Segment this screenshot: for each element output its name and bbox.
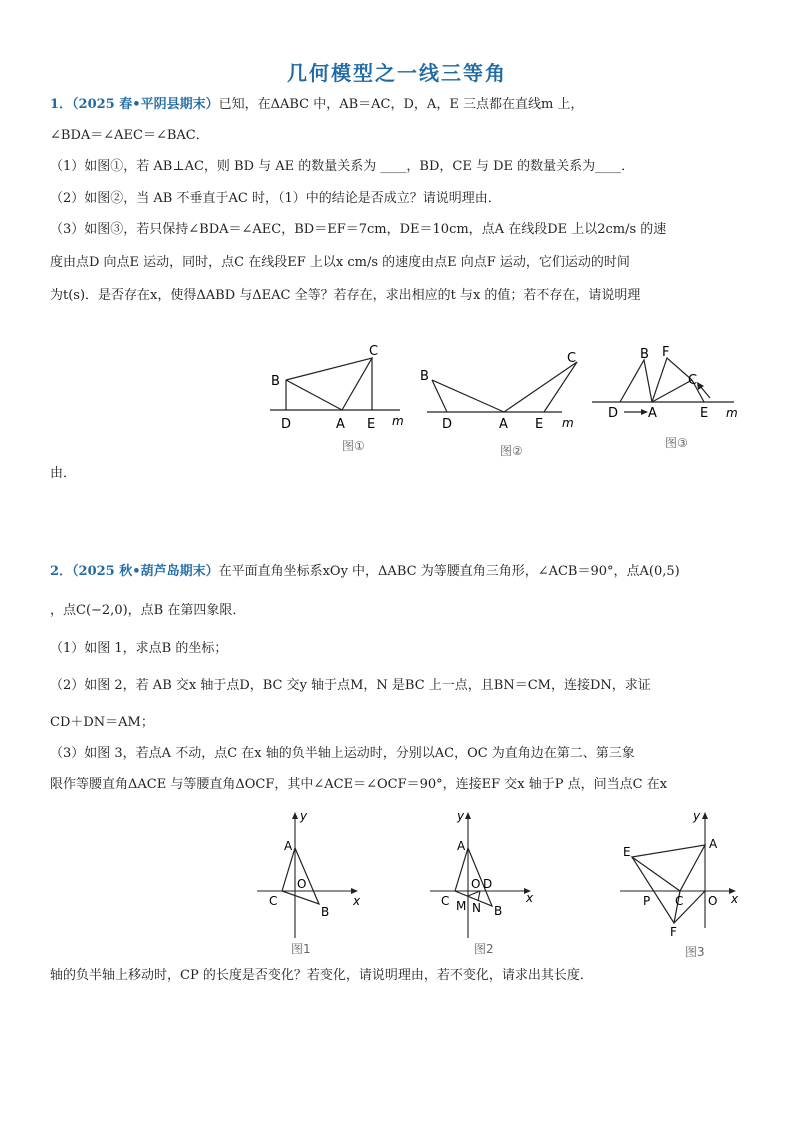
q2-fig3-label-F: F — [670, 925, 677, 939]
q1-fig1-label-B: B — [271, 374, 280, 389]
q1-source: （2025 春•平阴县期末） — [72, 97, 219, 112]
q1-fig3-label-C: C — [688, 373, 698, 388]
q1-part3-line2: 度由点D 向点E 运动，同时，点C 在线段EF 上以x cm/s 的速度由点E 向点F 运动，它们运动的时间 — [50, 255, 630, 270]
q1-figure-3 — [592, 340, 742, 460]
q1-part1: （1）如图①，若 AB⊥AC，则 BD 与 AE 的数量关系为 ____，BD，CE 与 DE 的数量关系为____． — [50, 159, 635, 174]
q1-fig2-label-m: m — [562, 416, 574, 430]
q2-figure-3 — [615, 808, 750, 960]
q1-fig2-label-B: B — [420, 369, 429, 384]
q2-fig2-caption: 图2 — [474, 942, 494, 956]
q1-fig1-label-m: m — [392, 414, 404, 428]
q1-figure-1 — [262, 340, 412, 460]
q1-part3-line3: 为t(s)．是否存在x，使得ΔABD 与ΔEAC 全等？若存在，求出相应的t 与x 的值；若不存在，请说明理 — [50, 288, 641, 303]
q1-fig1-label-C: C — [369, 344, 379, 359]
q2-fig2-label-D: D — [483, 877, 493, 891]
q2-fig3-label-A: A — [709, 837, 718, 851]
q1-part2: （2）如图②，当 AB 不垂直于AC 时，（1）中的结论是否成立？请说明理由． — [50, 191, 501, 206]
q1-part3-line4: 由． — [50, 466, 77, 481]
q2-fig3-label-O: O — [708, 894, 718, 908]
q2-figure-2 — [428, 808, 543, 960]
q1-fig2-label-C: C — [567, 351, 577, 366]
q2-stem1: 在平面直角坐标系xOy 中，ΔABC 为等腰直角三角形，∠ACB＝90°，点A(0,5) — [218, 564, 680, 579]
q2-part2-line2: CD＋DN＝AM； — [50, 715, 154, 730]
q2-fig1-label-C: C — [269, 894, 278, 908]
q2-source: （2025 秋•葫芦岛期末） — [72, 564, 219, 579]
q2-part3-line2: 限作等腰直角ΔACE 与等腰直角ΔOCF，其中∠ACE＝∠OCF＝90°，连接EF 交x 轴于P 点，问当点C 在x — [50, 777, 668, 792]
q2-part3-line1: （3）如图 3，若点A 不动，点C 在x 轴的负半轴上运动时，分别以AC，OC 为直角边在第二、第三象 — [50, 746, 635, 761]
q2-fig3-label-y: y — [693, 809, 701, 823]
q1-fig1-label-A: A — [336, 417, 345, 432]
q1-fig2-label-E: E — [535, 417, 544, 432]
q2-fig2-label-y: y — [457, 809, 465, 823]
q1-fig3-label-F: F — [662, 345, 670, 360]
q1-stem-line1 — [50, 96, 750, 114]
q2-fig1-label-y: y — [300, 809, 308, 823]
q2-part1: （1）如图 1，求点B 的坐标； — [50, 641, 228, 656]
q1-stem1: 已知，在ΔABC 中，AB＝AC，D，A，E 三点都在直线m 上， — [218, 97, 584, 112]
q2-fig3-caption: 图3 — [685, 945, 705, 959]
q2-number: 2． — [50, 564, 73, 579]
q2-fig1-label-O: O — [297, 877, 307, 891]
q2-fig3-label-x: x — [731, 892, 739, 906]
q2-fig2-label-N: N — [472, 901, 481, 915]
q2-fig2-label-C: C — [441, 894, 450, 908]
q1-fig1-caption: 图① — [342, 439, 365, 453]
q2-fig2-label-O: O — [471, 877, 481, 891]
q2-part3-line3: 轴的负半轴上移动时，CP 的长度是否变化？若变化，请说明理由，若不变化，请求出其长度． — [50, 968, 593, 983]
q2-stem-line1 — [50, 563, 750, 581]
q1-fig3-label-E: E — [700, 406, 709, 421]
q2-part2-line1: （2）如图 2，若 AB 交x 轴于点D，BC 交y 轴于点M，N 是BC 上一点，且BN＝CM，连接DN，求证 — [50, 678, 651, 693]
q1-fig2-caption: 图② — [500, 444, 523, 458]
q1-figure-2 — [412, 340, 587, 465]
q2-fig1-label-A: A — [284, 839, 293, 853]
q2-fig3-label-E: E — [623, 845, 631, 859]
q1-stem2: ∠BDA＝∠AEC＝∠BAC． — [50, 128, 209, 143]
q1-fig3-label-D: D — [608, 406, 619, 421]
q1-fig3-label-A: A — [648, 406, 657, 421]
q1-fig3-caption: 图③ — [665, 436, 688, 450]
q1-fig2-label-D: D — [442, 417, 453, 432]
q2-fig2-label-B: B — [494, 904, 503, 918]
q2-stem2: ，点C(−2,0)，点B 在第四象限． — [50, 603, 246, 618]
q1-fig1-label-E: E — [367, 417, 376, 432]
q2-fig2-label-x: x — [526, 891, 534, 905]
q1-fig2-label-A: A — [499, 417, 508, 432]
q2-fig2-label-A: A — [457, 839, 466, 853]
q1-number: 1． — [50, 97, 73, 112]
q2-fig1-label-x: x — [353, 894, 361, 908]
q2-fig3-label-P: P — [643, 894, 651, 908]
q2-fig2-label-M: M — [456, 899, 467, 913]
q2-fig1-caption: 图1 — [291, 942, 311, 956]
q1-fig1-label-D: D — [281, 417, 292, 432]
q1-fig3-label-m: m — [726, 406, 738, 420]
page-title: 几何模型之一线三等角 — [287, 61, 507, 85]
q1-fig3-label-B: B — [640, 347, 649, 362]
q1-part3-line1: （3）如图③，若只保持∠BDA＝∠AEC，BD＝EF＝7cm，DE＝10cm，点A 在线段DE 上以2cm/s 的速 — [50, 222, 667, 237]
q2-fig1-label-B: B — [321, 905, 330, 919]
q2-figure-1 — [255, 808, 370, 960]
q2-fig3-label-C: C — [675, 894, 684, 908]
